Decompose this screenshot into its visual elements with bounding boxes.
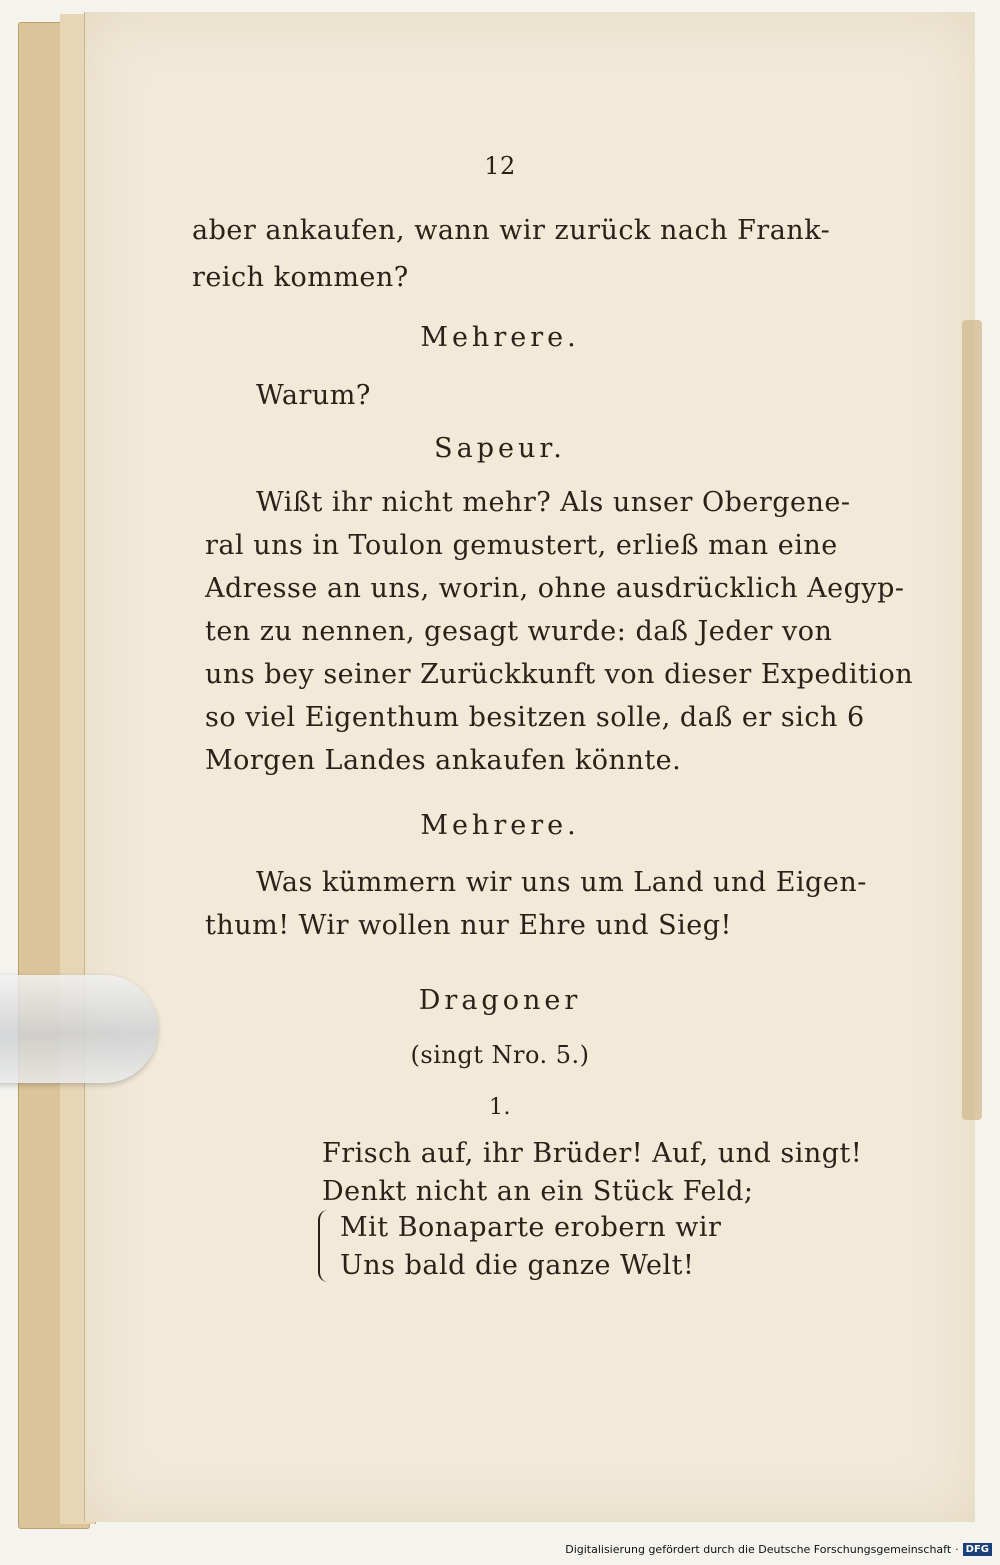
stage-direction: (singt Nro. 5.) — [410, 1041, 590, 1069]
verse-line: Frisch auf, ihr Brüder! Auf, und singt! — [322, 1138, 863, 1169]
text-line: Was kümmern wir uns um Land und Eigen- — [256, 867, 867, 898]
text-line: ten zu nennen, gesagt wurde: daß Jeder von — [205, 616, 833, 647]
text-line: aber ankaufen, wann wir zurück nach Frank- — [192, 215, 831, 246]
verse-line: Denkt nicht an ein Stück Feld; — [322, 1176, 754, 1207]
verse-brace — [318, 1210, 334, 1282]
text-line: Adresse an uns, worin, ohne ausdrücklich Aegyp- — [205, 573, 905, 604]
text-line: Warum? — [256, 380, 371, 411]
text-line: Wißt ihr nicht mehr? Als unser Obergene- — [256, 487, 851, 518]
text-line: uns bey seiner Zurückkunft von dieser Expedition — [205, 659, 914, 690]
text-line: reich kommen? — [192, 262, 409, 293]
dfg-logo: DFG — [963, 1543, 992, 1556]
speaker-heading: Mehrere. — [420, 810, 580, 841]
footer-text: Digitalisierung gefördert durch die Deutsche Forschungsgemeinschaft — [565, 1543, 952, 1556]
text-line: so viel Eigenthum besitzen solle, daß er sich 6 — [205, 702, 865, 733]
page-number: 12 — [484, 152, 516, 180]
speaker-heading: Sapeur. — [434, 433, 566, 464]
speaker-heading: Mehrere. — [420, 322, 580, 353]
digitization-footer: Digitalisierung gefördert durch die Deutsche Forschungsgemeinschaft · DFG — [565, 1543, 992, 1556]
text-line: Morgen Landes ankaufen könnte. — [205, 745, 682, 776]
verse-number: 1. — [489, 1095, 511, 1120]
text-line: ral uns in Toulon gemustert, erließ man eine — [205, 530, 838, 561]
speaker-heading: Dragoner — [418, 985, 582, 1016]
text-line: thum! Wir wollen nur Ehre und Sieg! — [205, 910, 732, 941]
verse-line: Mit Bonaparte erobern wir — [340, 1212, 722, 1243]
verse-line: Uns bald die ganze Welt! — [340, 1250, 695, 1281]
